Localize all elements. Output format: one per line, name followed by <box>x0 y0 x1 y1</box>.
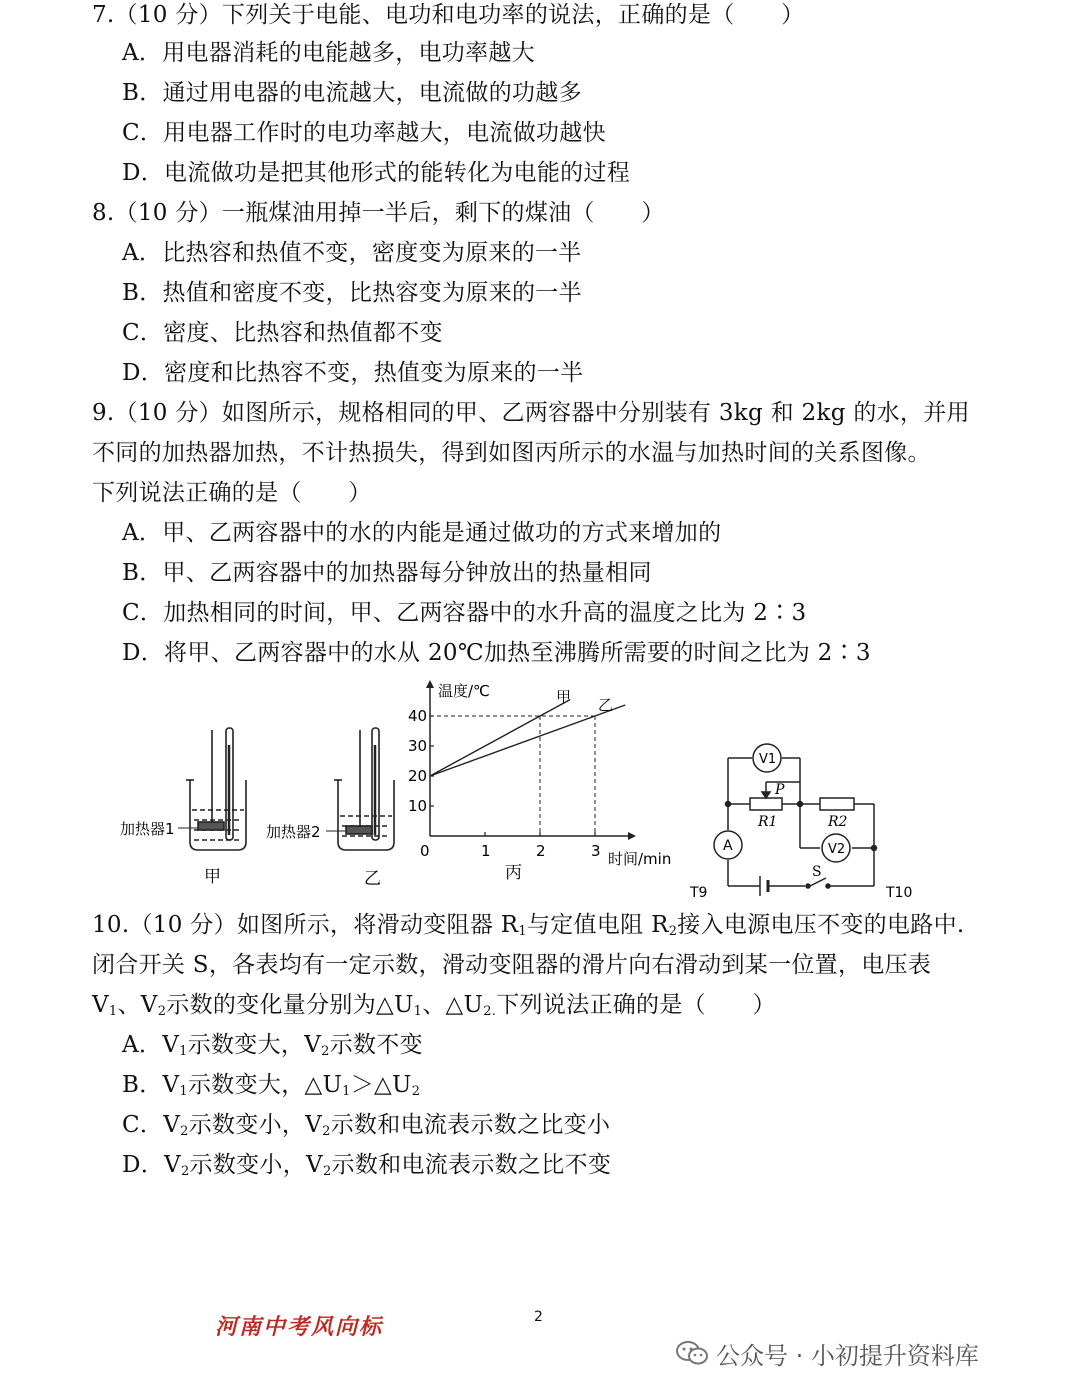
x-tick-label: 2 <box>536 842 546 860</box>
series-label-yi: 乙 <box>598 696 614 714</box>
footer-brand: 河南中考风向标 <box>215 1314 384 1340</box>
y-tick-label: 20 <box>408 767 428 785</box>
t10-label: T10 <box>886 885 913 901</box>
q9-stem-line3: 下列说法正确的是（ ） <box>92 480 372 506</box>
graph-caption: 丙 <box>505 863 522 883</box>
figure-row <box>0 670 1080 905</box>
wechat-text: 公众号 · 小初提升资料库 <box>716 1341 979 1370</box>
y-axis-label: 温度/℃ <box>438 682 490 700</box>
wechat-icon <box>676 1340 708 1366</box>
q8-stem: 8.（10 分）一瓶煤油用掉一半后，剩下的煤油（ ） <box>92 200 665 226</box>
q10-option-a: A．$V_1$示数变大，$V_2$示数不变 <box>122 1032 423 1059</box>
beaker2-caption: 乙 <box>364 869 381 889</box>
temperature-chart <box>408 680 671 883</box>
q9-option-b: B．甲、乙两容器中的加热器每分钟放出的热量相同 <box>122 560 652 586</box>
q9-option-d: D．将甲、乙两容器中的水从 20℃加热至沸腾所需要的时间之比为 2∶3 <box>122 640 871 666</box>
a-label: A <box>723 838 733 854</box>
x-tick-label: 1 <box>481 842 491 860</box>
q10-stem-line1: 10.（10 分）如图所示，将滑动变阻器 $R_1$与定值电阻 $R_2$接入电源电压不变的电路中. <box>92 912 965 939</box>
wechat-watermark <box>676 1336 979 1370</box>
v2-label: V2 <box>828 842 846 857</box>
q7-stem: 7.（10 分）下列关于电能、电功和电功率的说法，正确的是（ ） <box>92 2 805 28</box>
slider-p-label: P <box>775 782 785 798</box>
y-tick-label: 30 <box>408 737 428 755</box>
beaker-jia <box>186 728 246 850</box>
q9-stem-line2: 不同的加热器加热，不计热损失，得到如图丙所示的水温与加热时间的关系图像。 <box>92 440 931 466</box>
origin-label: 0 <box>420 842 430 860</box>
q10-option-b: B．$V_1$示数变大，$\triangle U_1>\triangle U_2$ <box>122 1072 421 1099</box>
q8-option-b: B．热值和密度不变，比热容变为原来的一半 <box>122 280 582 306</box>
y-tick-label: 10 <box>408 797 428 815</box>
circuit-diagram <box>726 758 877 896</box>
q7-option-a: A．用电器消耗的电能越多，电功率越大 <box>122 40 536 66</box>
q7-option-d: D．电流做功是把其他形式的能转化为电能的过程 <box>122 160 631 186</box>
x-tick-label: 3 <box>591 842 601 860</box>
v1-label: V1 <box>759 752 777 767</box>
q10-option-c: C．$V_2$示数变小，$V_2$示数和电流表示数之比变小 <box>122 1112 611 1139</box>
beaker2-label: 加热器2 <box>266 823 321 841</box>
r1-label: R1 <box>758 814 778 830</box>
page-number: 2 <box>534 1309 543 1325</box>
q8-option-d: D．密度和比热容不变，热值变为原来的一半 <box>122 360 584 386</box>
series-label-jia: 甲 <box>556 688 572 706</box>
q7-option-b: B．通过用电器的电流越大，电流做的功越多 <box>122 80 582 106</box>
beaker1-label: 加热器1 <box>120 820 175 838</box>
beaker-yi <box>334 728 394 850</box>
q10-stem-line2: 闭合开关 S，各表均有一定示数，滑动变阻器的滑片向右滑动到某一位置，电压表 <box>92 952 932 978</box>
voltmeter-v2 <box>822 834 850 862</box>
q9-option-a: A．甲、乙两容器中的水的内能是通过做功的方式来增加的 <box>122 520 722 546</box>
r2-label: R2 <box>828 814 848 830</box>
q8-option-a: A．比热容和热值不变，密度变为原来的一半 <box>122 240 582 266</box>
beaker1-caption: 甲 <box>204 867 221 887</box>
voltmeter-v1 <box>753 744 781 772</box>
q9-stem-line1: 9.（10 分）如图所示，规格相同的甲、乙两容器中分别装有 3kg 和 2kg 的水，并用 <box>92 400 970 426</box>
q7-option-c: C．用电器工作时的电功率越大，电流做功越快 <box>122 120 606 146</box>
series-line-jia <box>430 700 570 777</box>
q10-stem-line3: $V_1$、$V_2$示数的变化量分别为$\triangle U_1$、$\triangle U_{2.}$下列说法正确的是（ ） <box>92 992 776 1019</box>
q8-option-c: C．密度、比热容和热值都不变 <box>122 320 443 346</box>
x-axis-label: 时间/min <box>608 850 672 868</box>
q10-option-d: D．$V_2$示数变小，$V_2$示数和电流表示数之比不变 <box>122 1152 612 1179</box>
y-tick-label: 40 <box>408 707 428 725</box>
q9-option-c: C．加热相同的时间，甲、乙两容器中的水升高的温度之比为 2∶3 <box>122 600 807 626</box>
switch-s-label: S <box>812 864 822 880</box>
ammeter-a <box>714 831 742 859</box>
t9-label: T9 <box>690 885 708 901</box>
